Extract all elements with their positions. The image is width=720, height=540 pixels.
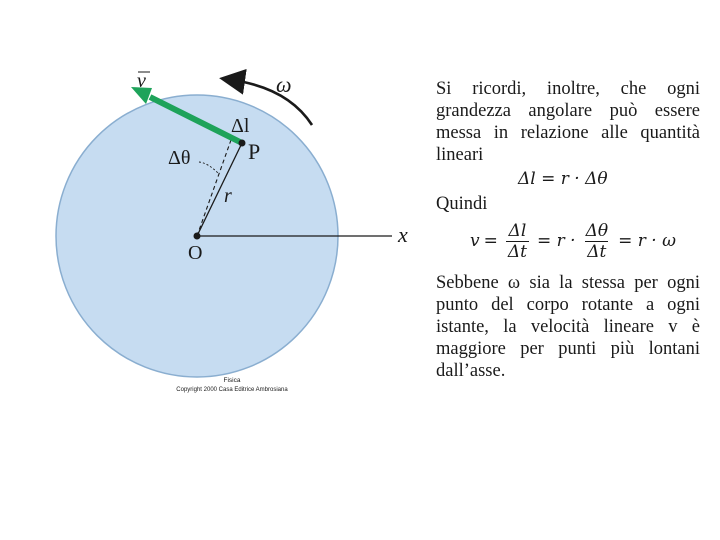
omega-label: ω <box>276 72 292 97</box>
delta-l-label: Δl <box>231 115 250 137</box>
delta-theta-label: Δθ <box>168 147 191 169</box>
rotation-figure <box>0 0 430 410</box>
fraction-dtheta-denominator: Δt <box>587 241 607 262</box>
credit-copyright: Copyright 2000 Casa Editrice Ambrosiana <box>176 387 288 393</box>
point-p-label: P <box>248 139 261 164</box>
fraction-dtheta-numerator: Δθ <box>585 220 609 241</box>
quindi-label: Quindi <box>436 194 488 214</box>
fraction-dtheta-dt <box>584 221 611 262</box>
origin-label: O <box>188 242 203 264</box>
point-p-dot <box>239 140 246 147</box>
eq-equals-1: = <box>483 231 498 251</box>
explanation-text <box>436 78 700 382</box>
fraction-dl-denominator: Δt <box>507 241 527 262</box>
velocity-equation <box>436 216 700 266</box>
origin-dot <box>194 233 201 240</box>
formula-arc-length: Δl = r · Δθ <box>518 169 608 189</box>
paragraph-angular-linear: Si ricordi, inoltre, che ogni grandezza angolare può essere messa in relazione alle quantità lineari <box>436 79 700 165</box>
fraction-dl-dt <box>506 221 529 262</box>
radius-label: r <box>224 185 232 207</box>
fraction-dl-numerator: Δl <box>508 220 527 241</box>
eq-equals-2: = r · <box>536 231 576 251</box>
velocity-label: v <box>137 70 146 92</box>
eq-equals-3: = r · ω <box>618 231 676 251</box>
x-axis-label: x <box>398 222 408 247</box>
eq-v: v <box>470 231 480 251</box>
paragraph-omega-same: Sebbene ω sia la stessa per ogni punto del corpo rotante a ogni istante, la velocità lineare v è maggiore per punti più lontani dall’asse. <box>436 273 700 381</box>
credit-title: Fisica <box>223 377 241 384</box>
